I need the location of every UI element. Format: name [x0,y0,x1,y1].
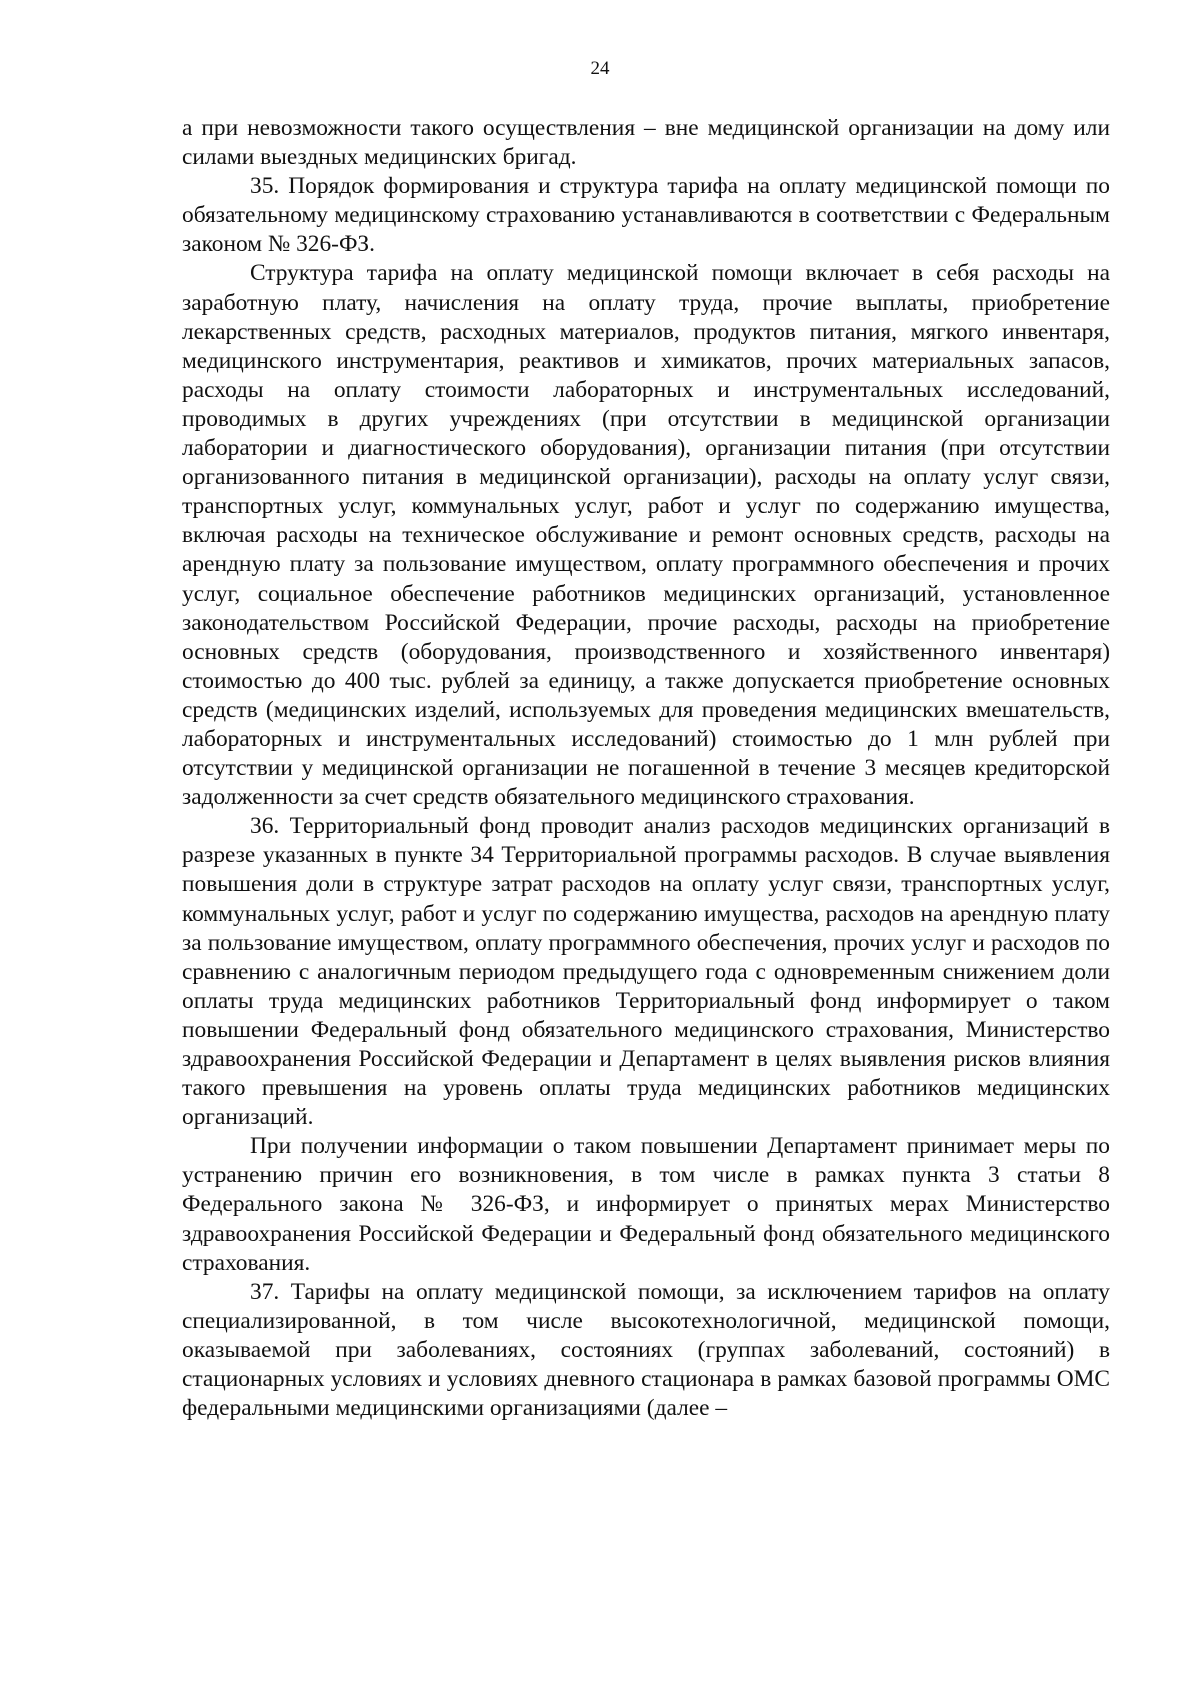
paragraph-tariff-structure: Структура тарифа на оплату медицинской помощи включает в себя расходы на заработную плату, начисления на оплату труда, прочие выплаты, приобретение лекарственных средств, расходных материалов, продуктов питания, мягкого инвентаря, медицинского инструментария, реактивов и химикатов, прочих материальных запасов, расходы на оплату стоимости лабораторных и инструментальных исследований, проводимых в других учреждениях (при отсутствии в медицинской организации лаборатории и диагностического оборудования), организации питания (при отсутствии организованного питания в медицинской организации), расходы на оплату услуг связи, транспортных услуг, коммунальных услуг, работ и услуг по содержанию имущества, включая расходы на техническое обслуживание и ремонт основных средств, расходы на арендную плату за пользование имуществом, оплату программного обеспечения и прочих услуг, социальное обеспечение работников медицинских организаций, установленное законодательством Российской Федерации, прочие расходы, расходы на приобретение основных средств (оборудования, производственного и хозяйственного инвентаря) стоимостью до 400 тыс. рублей за единицу, а также допускается приобретение основных средств (медицинских изделий, используемых для проведения медицинских вмешательств, лабораторных и инструментальных исследований) стоимостью до 1 млн рублей при отсутствии у медицинской организации не погашенной в течение 3 месяцев кредиторской задолженности за счет средств обязательного медицинского страхования. [182,260,1110,811]
paragraph-item-35: 35. Порядок формирования и структура тарифа на оплату медицинской помощи по обязательному медицинскому страхованию устанавливаются в соответствии с Федеральным законом № 326-ФЗ. [182,173,1110,258]
paragraph-continuation: а при невозможности такого осуществления – вне медицинской организации на дому или силами выездных медицинских бригад. [182,115,1110,171]
document-body [182,114,1110,1423]
paragraph-item-37: 37. Тарифы на оплату медицинской помощи, за исключением тарифов на оплату специализированной, в том числе высокотехнологичной, медицинской помощи, оказываемой при заболеваниях, состояниях (группах заболеваний, состояний) в стационарных условиях и условиях дневного стационара в рамках базовой программы ОМС федеральными медицинскими организациями (далее – [182,1278,1110,1422]
page-number: 24 [590,58,610,79]
paragraph-item-36: 36. Территориальный фонд проводит анализ расходов медицинских организаций в разрезе указанных в пункте 34 Территориальной программы расходов. В случае выявления повышения доли в структуре затрат расходов на оплату услуг связи, транспортных услуг, коммунальных услуг, работ и услуг по содержанию имущества, расходов на арендную плату за пользование имуществом, оплату программного обеспечения, прочих услуг и расходов по сравнению с аналогичным периодом предыдущего года с одновременным снижением доли оплаты труда медицинских работников Территориальный фонд информирует о таком повышении Федеральный фонд обязательного медицинского страхования, Министерство здравоохранения Российской Федерации и Департамент в целях выявления рисков влияния такого превышения на уровень оплаты труда медицинских работников медицинских организаций. [182,813,1110,1131]
paragraph-department-measures: При получении информации о таком повышении Департамент принимает меры по устранению причин его возникновения, в том числе в рамках пункта 3 статьи 8 Федерального закона № 326-ФЗ, и информирует о принятых мерах Министерство здравоохранения Российской Федерации и Федеральный фонд обязательного медицинского страхования. [182,1133,1110,1276]
